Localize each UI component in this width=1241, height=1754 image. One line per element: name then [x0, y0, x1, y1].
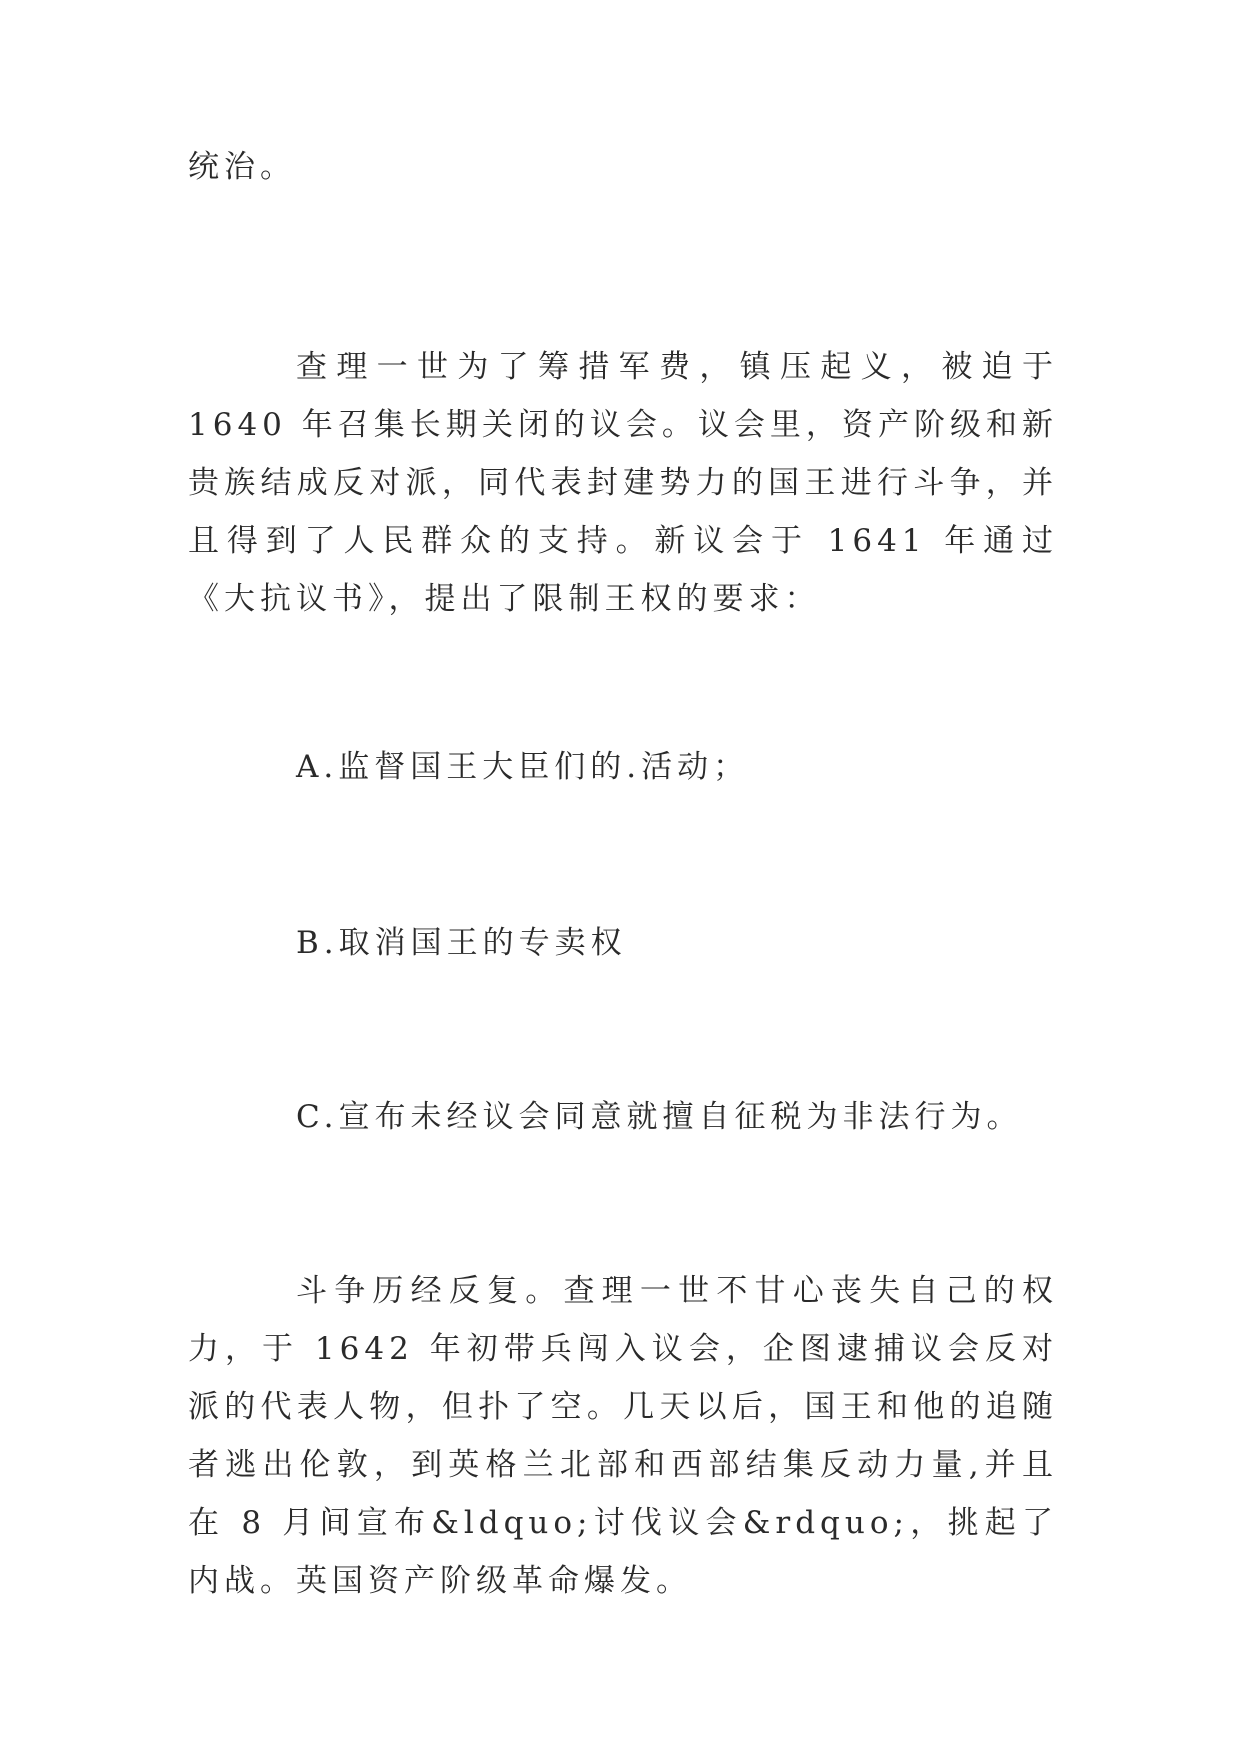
list-item-a [296, 738, 1056, 796]
paragraph-text: 斗争历经反复。查理一世不甘心丧失自己的权力，于 1642 年初带兵闯入议会，企图逮捕议会反对派的代表人物，但扑了空。几天以后，国王和他的追随者逃出伦敦，到英格兰北部和西部结集反动力量,并且在 8 月间宣布&ldquo;讨伐议会&rdquo;，挑起了内战。英国资产阶级革命爆发。 [188, 1273, 1058, 1599]
list-item-text: B.取消国王的专卖权 [296, 925, 627, 961]
list-item-text: C.宣布未经议会同意就擅自征税为非法行为。 [296, 1099, 1023, 1135]
paragraph-parliament [188, 338, 1058, 628]
list-item-c [296, 1088, 1056, 1146]
paragraph-text: 统治。 [188, 149, 296, 185]
list-item-text: A.监督国王大臣们的.活动； [296, 749, 750, 785]
list-item-b [296, 914, 1056, 972]
paragraph-civil-war [188, 1262, 1058, 1610]
paragraph-continuation [188, 138, 1058, 196]
paragraph-text: 查理一世为了筹措军费，镇压起义，被迫于 1640 年召集长期关闭的议会。议会里，资产阶级和新贵族结成反对派，同代表封建势力的国王进行斗争，并且得到了人民群众的支持。新议会于 1641 年通过《大抗议书》，提出了限制王权的要求： [188, 349, 1058, 617]
